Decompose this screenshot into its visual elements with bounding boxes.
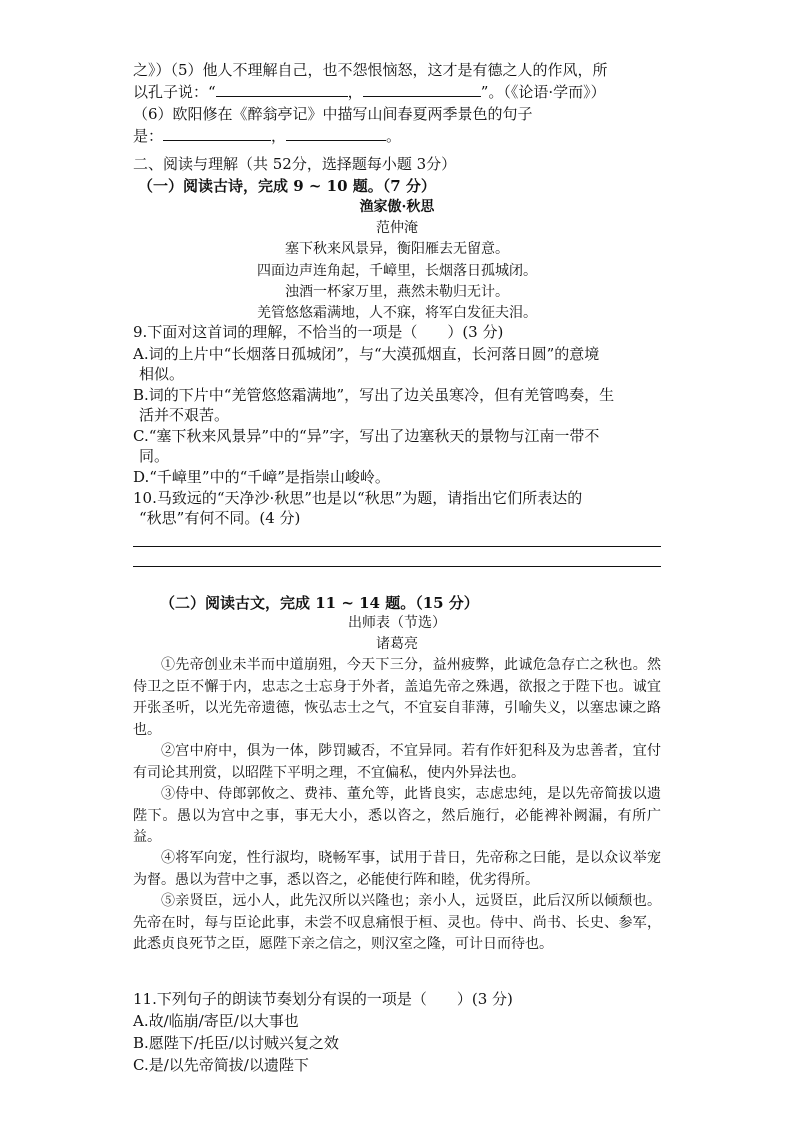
- option-c[interactable]: C.“塞下秋来风景异”中的“异”字，写出了边塞秋天的景物与江南一带不: [133, 427, 600, 445]
- question-11-stem: 11.下列句子的朗读节奏划分有误的一项是（ ）(3 分): [133, 990, 513, 1008]
- option-c[interactable]: C.是/以先帝简拔/以遗陛下: [133, 1056, 309, 1074]
- option-b-continued: 活并不艰苦。: [139, 406, 230, 424]
- essay-paragraph-4: ④将军向宠，性行淑均，晓畅军事，试用于昔日，先帝称之曰能，是以众议举宠为督。愚以为营中之事，悉以咨之，必能使行阵和睦，优劣得所。: [133, 850, 661, 888]
- fill-in-line-6: （6）欧阳修在《醉翁亭记》中描写山间春夏两季景色的句子: [133, 105, 533, 123]
- option-b[interactable]: B.词的下片中“羌管悠悠霜满地”，写出了边关虽寒冷，但有羌管鸣奏，生: [133, 386, 615, 404]
- poem-line: 塞下秋来风景异，衡阳雁去无留意。: [285, 241, 509, 257]
- answer-blank[interactable]: [363, 82, 481, 97]
- answer-blank[interactable]: [216, 82, 348, 97]
- question-10-stem-continued: “秋思”有何不同。(4 分): [139, 509, 301, 527]
- essay-author: 诸葛亮: [376, 636, 418, 652]
- part2-heading: （二）阅读古文，完成 11 ~ 14 题。（15 分）: [160, 594, 479, 612]
- question-10-stem: 10.马致远的“天净沙·秋思”也是以“秋思”为题，请指出它们所表达的: [133, 489, 583, 507]
- essay-title: 出师表（节选）: [348, 615, 446, 631]
- option-a-continued: 相似。: [139, 365, 185, 383]
- fill-in-line-5: 之》）（5）他人不理解自己，也不怨恨恼怒，这才是有德之人的作风，所: [133, 61, 608, 79]
- essay-paragraph-3: ③侍中、侍郎郭攸之、费祎、董允等，此皆良实，志虑忠纯，是以先帝简拔以遗陛下。愚以为宫中之事，事无大小，悉以咨之，然后施行，必能裨补阙漏，有所广益。: [133, 786, 661, 845]
- poem-line: 羌管悠悠霜满地，人不寐，将军白发征夫泪。: [257, 305, 537, 321]
- answer-blank[interactable]: [286, 126, 386, 141]
- section-heading: 二、阅读与理解（共 52分，选择题每小题 3分）: [133, 155, 457, 173]
- answer-blank[interactable]: [163, 126, 271, 141]
- option-b[interactable]: B.愿陛下/托臣/以讨贼兴复之效: [133, 1034, 339, 1052]
- option-c-continued: 同。: [139, 447, 170, 465]
- text: 以孔子说：“: [133, 83, 216, 101]
- poem-author: 范仲淹: [376, 220, 418, 236]
- poem-title: 渔家傲·秋思: [359, 199, 435, 215]
- part1-heading: （一）阅读古诗，完成 9 ~ 10 题。（7 分）: [138, 177, 436, 195]
- text: 是：: [133, 127, 164, 145]
- poem-line: 四面边声连角起，千嶂里，长烟落日孤城闭。: [257, 263, 537, 279]
- fill-in-line-5-continued: [133, 82, 606, 102]
- essay-paragraph-1: ①先帝创业未半而中道崩殂，今天下三分，益州疲弊，此诚危急存亡之秋也。然侍卫之臣不懈于内，忠志之士忘身于外者，盖追先帝之殊遇，欲报之于陛下也。诚宜开张圣听，以光先帝遗德，恢弘志士之气，不宜妄自菲薄，引喻失义，以塞忠谏之路也。: [133, 657, 661, 738]
- answer-line[interactable]: [133, 546, 661, 547]
- option-a[interactable]: A.故/临崩/寄臣/以大事也: [133, 1012, 299, 1030]
- text: 。: [386, 127, 402, 145]
- fill-in-line-6-continued: [133, 126, 401, 146]
- option-d[interactable]: D.“千嶂里”中的“千嶂”是指崇山峻岭。: [133, 468, 390, 486]
- essay-paragraph-5: ⑤亲贤臣，远小人，此先汉所以兴隆也；亲小人，远贤臣，此后汉所以倾颓也。先帝在时，每与臣论此事，未尝不叹息痛恨于桓、灵也。侍中、尚书、长史、参军，此悉贞良死节之臣，愿陛下亲之信之，则汉室之隆，可计日而待也。: [133, 893, 661, 952]
- question-9-stem: 9.下面对这首词的理解，不恰当的一项是（ ）(3 分): [133, 323, 504, 341]
- poem-line: 浊酒一杯家万里，燕然未勒归无计。: [285, 284, 509, 300]
- essay-paragraph-2: ②宫中府中，俱为一体，陟罚臧否，不宜异同。若有作奸犯科及为忠善者，宜付有司论其刑赏，以昭陛下平明之理，不宜偏私，使内外异法也。: [133, 743, 661, 781]
- text: ，: [347, 83, 363, 101]
- text: ，: [271, 127, 287, 145]
- text: ”。（《论语·学而》）: [480, 83, 606, 101]
- answer-line[interactable]: [133, 566, 661, 567]
- option-a[interactable]: A.词的上片中“长烟落日孤城闭”，与“大漠孤烟直，长河落日圆”的意境: [133, 345, 600, 363]
